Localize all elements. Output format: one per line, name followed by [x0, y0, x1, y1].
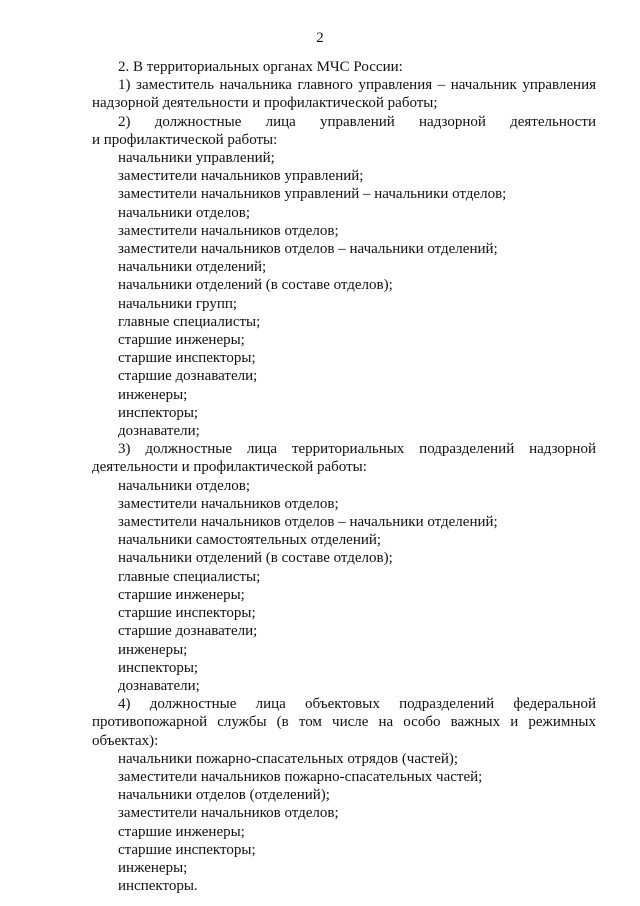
list-item: начальники отделений; [118, 259, 267, 276]
list-item: начальники отделений (в составе отделов); [118, 550, 393, 567]
list-item: инженеры; [118, 386, 188, 403]
item-4-line-2: противопожарной службы (в том числе на особо важных и режимных [92, 714, 596, 731]
list-item: инспекторы; [118, 404, 199, 421]
list-item: начальники отделов; [118, 204, 251, 221]
item-3-line-1: 3) должностные лица территориальных подразделений надзорной [118, 441, 596, 458]
list-item: старшие инспекторы; [118, 841, 256, 858]
list-item: заместители начальников управлений – начальники отделов; [118, 186, 507, 203]
list-item: инспекторы. [118, 878, 198, 895]
item-2-line-1: 2) должностные лица управлений надзорной деятельности [118, 113, 596, 130]
list-item: инспекторы; [118, 659, 199, 676]
item-1-line-2: надзорной деятельности и профилактической работы; [92, 95, 438, 112]
list-item: начальники отделов (отделений); [118, 787, 330, 804]
list-item: старшие дознаватели; [118, 368, 258, 385]
list-item: старшие инженеры; [118, 332, 245, 349]
list-item: старшие инженеры; [118, 823, 245, 840]
item-4-line-1: 4) должностные лица объектовых подразделений федеральной [118, 696, 596, 713]
item-3-list [92, 477, 596, 695]
list-item: начальники отделений (в составе отделов); [118, 277, 393, 294]
list-item: старшие инспекторы; [118, 605, 256, 622]
page-number: 2 [316, 30, 324, 46]
list-item: старшие инспекторы; [118, 350, 256, 367]
list-item: заместители начальников отделов – начальники отделений; [118, 514, 498, 531]
list-item: заместители начальников отделов; [118, 495, 339, 512]
list-item: дознаватели; [118, 423, 200, 440]
list-item: начальники отделов; [118, 477, 251, 494]
list-item: старшие инженеры; [118, 586, 245, 603]
list-item: инженеры; [118, 859, 188, 876]
list-item: начальники самостоятельных отделений; [118, 532, 382, 549]
document-body [92, 58, 596, 895]
item-2-line-2: и профилактической работы: [92, 131, 278, 148]
list-item: заместители начальников отделов – начальники отделений; [118, 241, 498, 258]
item-2-list [92, 149, 596, 440]
list-item: начальники групп; [118, 295, 238, 312]
list-item: заместители начальников управлений; [118, 168, 364, 185]
list-item: заместители начальников пожарно-спасательных частей; [118, 768, 483, 785]
list-item: начальники управлений; [118, 150, 275, 167]
item-3-line-2: деятельности и профилактической работы: [92, 459, 367, 476]
list-item: главные специалисты; [118, 568, 261, 585]
list-item: начальники пожарно-спасательных отрядов (частей); [118, 750, 459, 767]
list-item: старшие дознаватели; [118, 623, 258, 640]
item-4-line-3: объектах): [92, 732, 159, 749]
list-item: главные специалисты; [118, 313, 261, 330]
list-item: дознаватели; [118, 677, 200, 694]
list-item: инженеры; [118, 641, 188, 658]
list-item: заместители начальников отделов; [118, 222, 339, 239]
item-4-list [92, 750, 596, 896]
section-heading: 2. В территориальных органах МЧС России: [118, 59, 403, 75]
list-item: заместители начальников отделов; [118, 805, 339, 822]
item-1-line-1: 1) заместитель начальника главного управления – начальник управления [118, 77, 596, 94]
